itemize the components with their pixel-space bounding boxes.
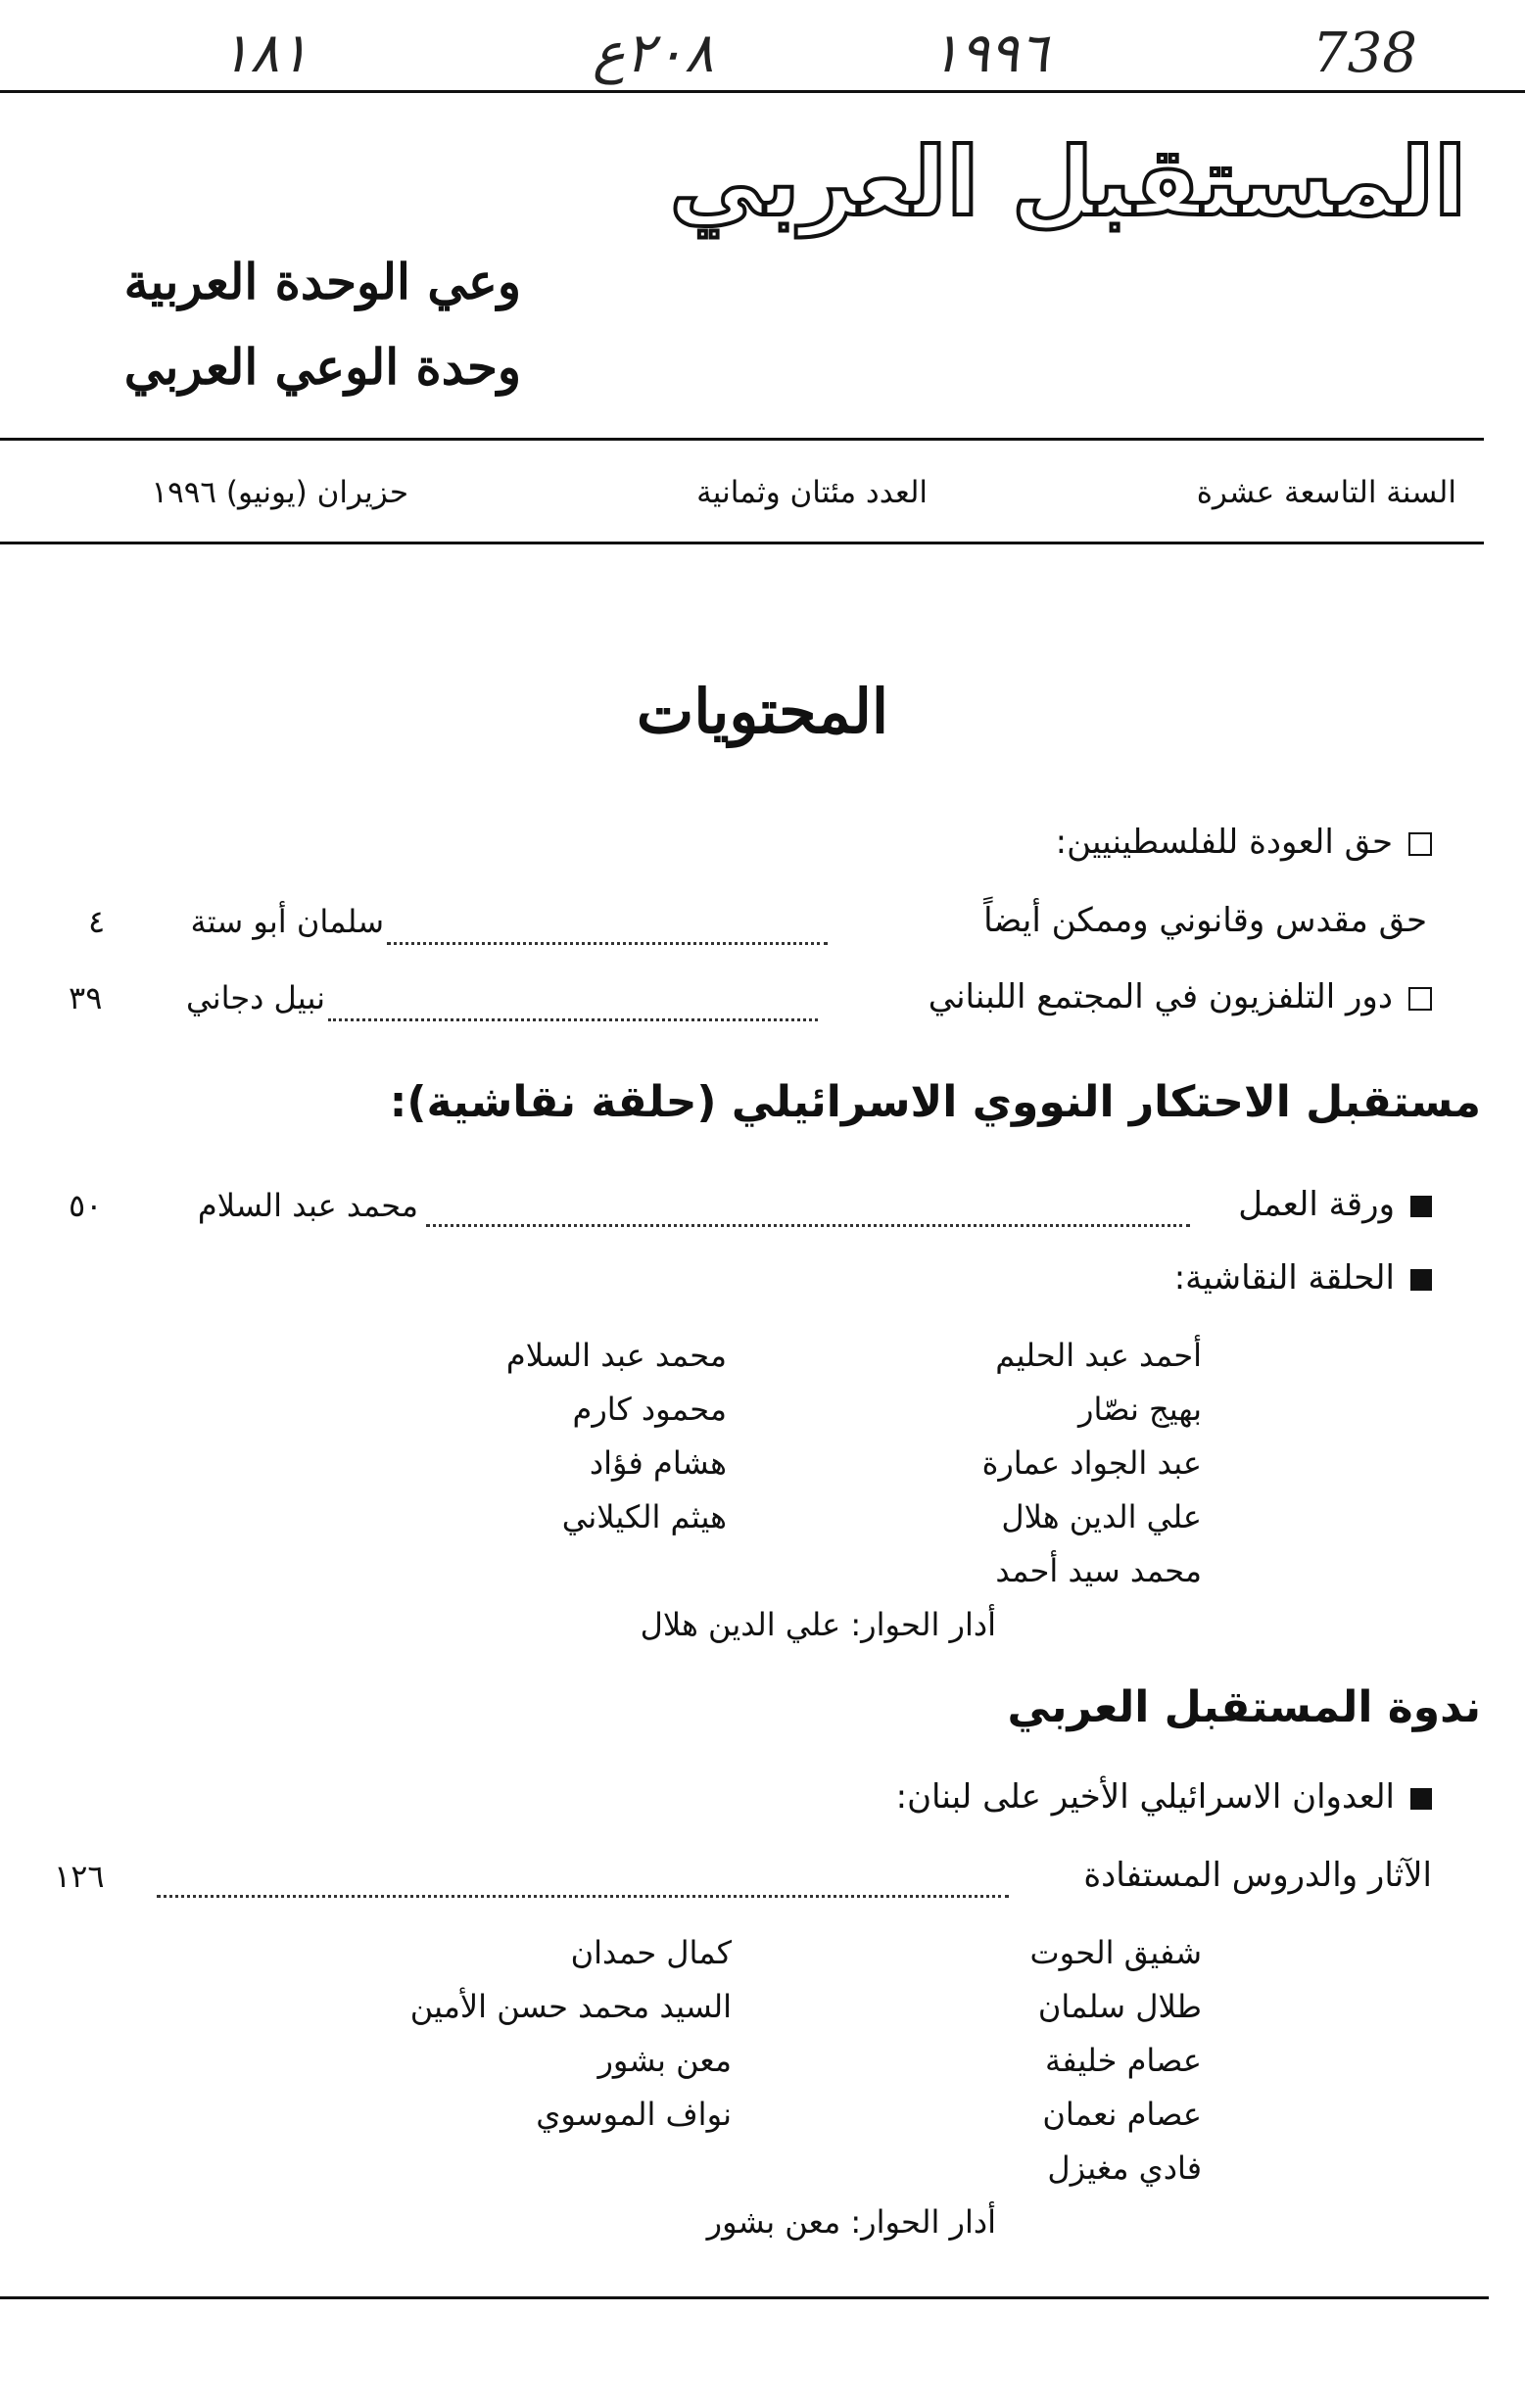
panel-member: محمد سيد أحمد: [995, 1552, 1202, 1589]
panel-member: عصام نعمان: [1042, 2096, 1202, 2133]
panel-member: هشام فؤاد: [589, 1444, 727, 1482]
issue-date: حزيران (يونيو) ١٩٩٦: [151, 475, 408, 510]
section2-paper-title: ورقة العمل: [1238, 1185, 1395, 1224]
checkbox-bullet-icon: [1408, 832, 1432, 856]
square-bullet-icon: [1410, 1788, 1432, 1810]
section3-item-heading-text: العدوان الاسرائيلي الأخير على لبنان:: [895, 1777, 1395, 1817]
info-rule: [0, 542, 1484, 544]
section2-paper-author: محمد عبد السلام: [197, 1187, 418, 1224]
panel-member: السيد محمد حسن الأمين: [409, 1988, 732, 2025]
panel-member: كمال حمدان: [570, 1934, 732, 1971]
section1-entry2: [929, 977, 1432, 1016]
panel-member: شفيق الحوت: [1029, 1934, 1202, 1971]
panel-member: طلال سلمان: [1037, 1988, 1202, 2025]
square-bullet-icon: [1410, 1196, 1432, 1217]
slogan-line-1: وعي الوحدة العربية: [123, 253, 521, 310]
section1-heading-text: حق العودة للفلسطينيين:: [1055, 823, 1393, 862]
handwritten-mark-3: ١٩٩٦: [930, 22, 1049, 85]
contents-title: المحتويات: [636, 676, 889, 747]
handwritten-mark-1: ١٨١: [220, 22, 310, 85]
panel-member: عبد الجواد عمارة: [981, 1444, 1202, 1482]
section1-heading: [1056, 823, 1432, 862]
panel-member: عصام خليفة: [1045, 2042, 1202, 2079]
square-bullet-icon: [1410, 1269, 1432, 1291]
section2-panel-heading: [1174, 1258, 1432, 1298]
journal-logo: المستقبل العربي: [669, 127, 1466, 237]
panel-member: أحمد عبد الحليم: [995, 1337, 1202, 1374]
section1-sub-title: حق مقدس وقانوني وممكن أيضاً: [983, 901, 1427, 940]
slogan-line-2: وحدة الوعي العربي: [123, 338, 521, 396]
panel-member: محمود كارم: [572, 1391, 727, 1428]
handwritten-mark-2: ٢٠٨ع: [593, 22, 714, 85]
section2-heading: مستقبل الاحتكار النووي الاسرائيلي (حلقة نقاشية):: [389, 1077, 1481, 1127]
panel-member: معن بشور: [597, 2042, 732, 2079]
section3-heading: ندوة المستقبل العربي: [1007, 1682, 1481, 1732]
panel-member: هيثم الكيلاني: [561, 1498, 727, 1535]
issue-number: العدد مئتان وثمانية: [696, 475, 928, 510]
masthead-rule: [0, 438, 1484, 441]
issue-year: السنة التاسعة عشرة: [1196, 475, 1456, 510]
panel-member: نواف الموسوي: [536, 2096, 732, 2133]
panel-member: فادي مغيزل: [1047, 2149, 1202, 2187]
section2-paper-page: ٥٠: [69, 1187, 103, 1224]
dot-leader: [387, 942, 828, 945]
checkbox-bullet-icon: [1408, 987, 1432, 1011]
section3-item-page: ١٢٦: [54, 1858, 105, 1895]
section1-entry2-page: ٣٩: [69, 979, 103, 1016]
dot-leader: [328, 1018, 818, 1021]
section2-moderator: أدار الحوار: علي الدين هلال: [640, 1606, 996, 1643]
section1-sub-author: سلمان أبو ستة: [190, 903, 384, 940]
section2-paper: [1238, 1185, 1432, 1224]
section1-sub-page: ٤: [88, 903, 106, 940]
section3-item-heading: [896, 1777, 1432, 1817]
handwritten-mark-4: 738: [1312, 22, 1417, 85]
top-rule: [0, 90, 1525, 93]
bottom-rule: [0, 2296, 1489, 2299]
section3-item-title: الآثار والدروس المستفادة: [1083, 1856, 1432, 1895]
section3-moderator: أدار الحوار: معن بشور: [706, 2203, 996, 2241]
section1-entry2-author: نبيل دجاني: [186, 979, 325, 1016]
dot-leader: [157, 1895, 1009, 1898]
section2-panel-heading-text: الحلقة النقاشية:: [1173, 1258, 1395, 1298]
section1-entry2-title: دور التلفزيون في المجتمع اللبناني: [928, 977, 1393, 1016]
panel-member: بهيج نصّار: [1078, 1391, 1202, 1428]
panel-member: محمد عبد السلام: [505, 1337, 727, 1374]
dot-leader: [426, 1224, 1190, 1227]
panel-member: علي الدين هلال: [1001, 1498, 1202, 1535]
